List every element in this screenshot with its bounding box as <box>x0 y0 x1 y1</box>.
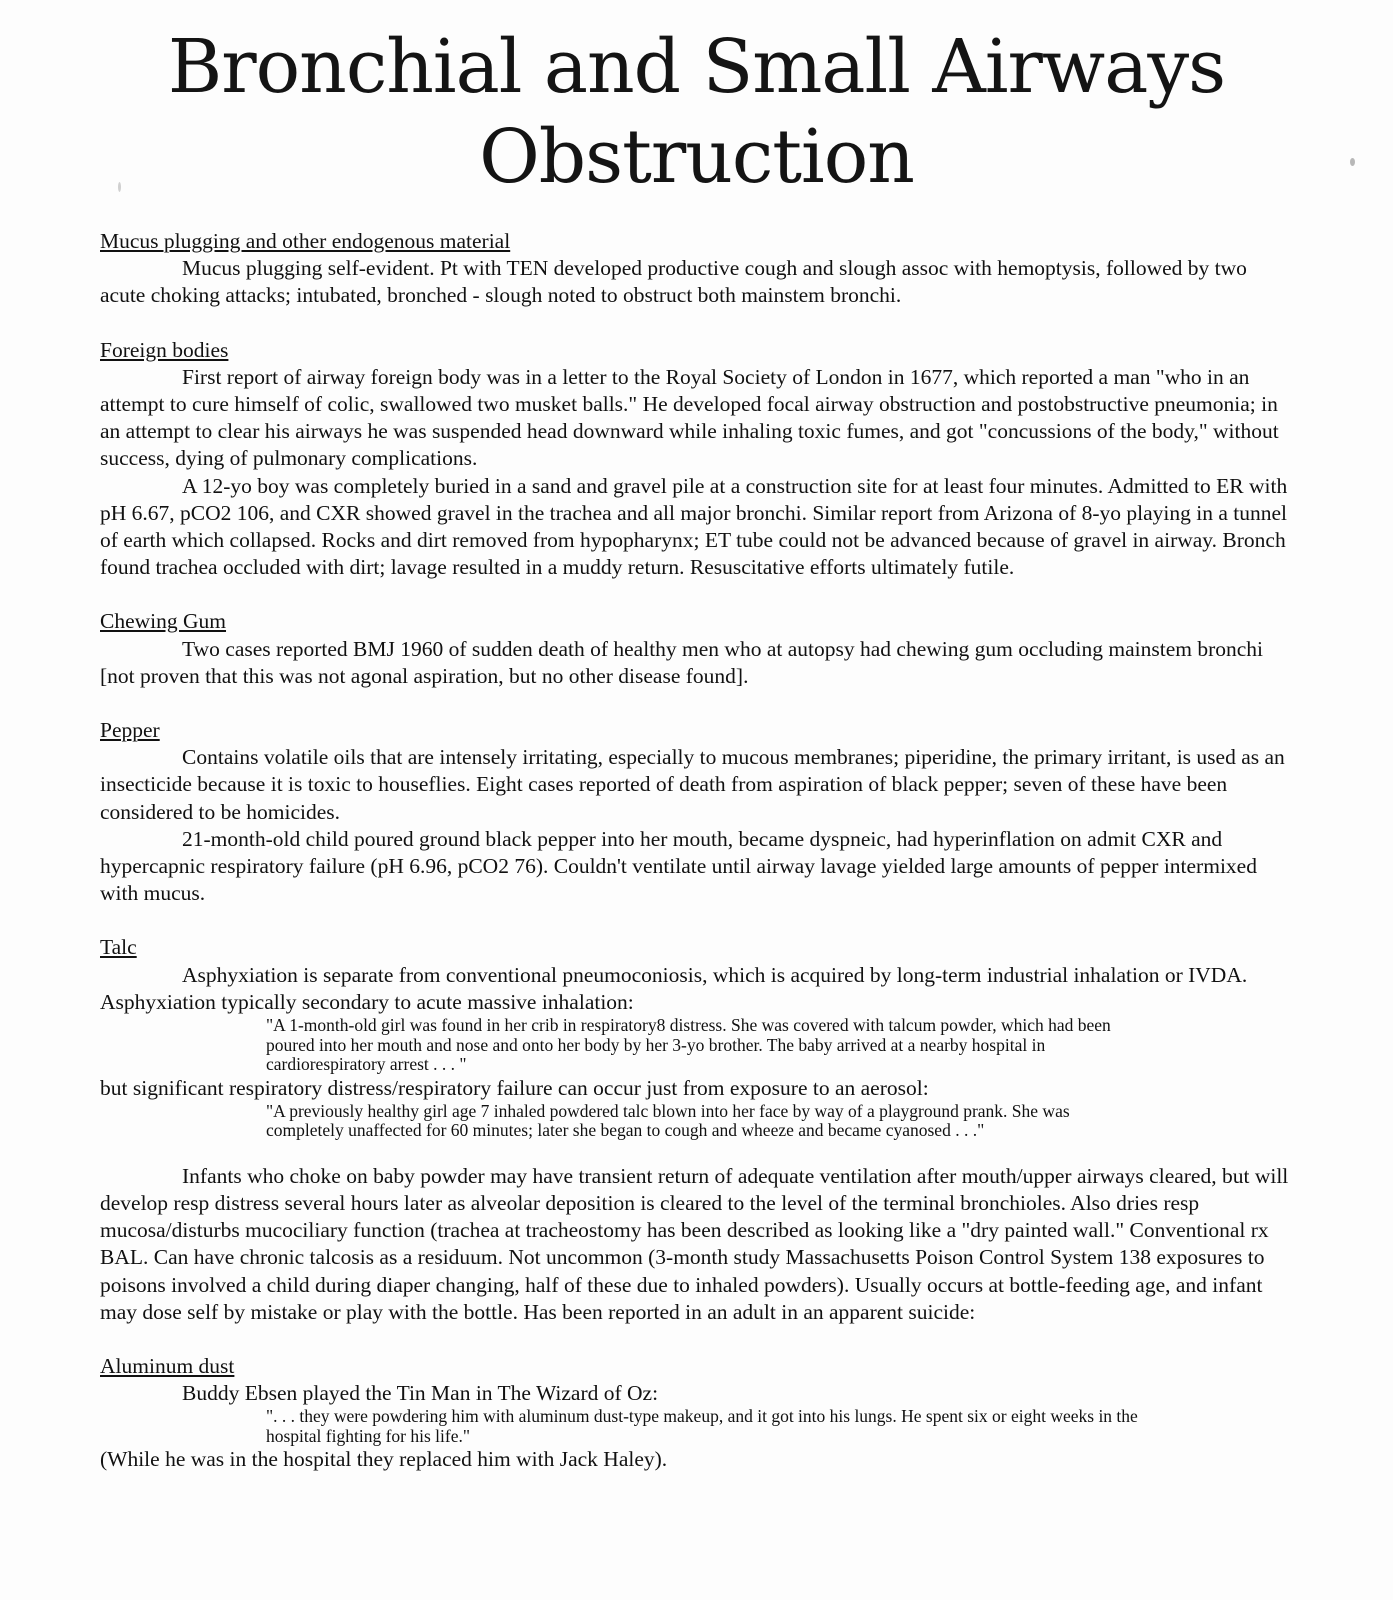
section-heading: Chewing Gum <box>100 609 227 634</box>
scan-speck <box>1350 158 1355 166</box>
block-quote: "A previously healthy girl age 7 inhaled powdered talc blown into her face by way of a playground prank. She was completely unaffected for 60 minutes; later she began to cough and wheeze and became cyanosed . . ." <box>266 1100 1070 1141</box>
scan-speck <box>118 182 121 192</box>
paragraph: First report of airway foreign body was in a letter to the Royal Society of London in 1677, which reported a man "who in an attempt to cure himself of colic, swallowed two musket balls." He developed focal airway obstruction and postobstructive pneumonia; in an attempt to clear his airways he was suspended head downward while inhaling toxic fumes, and got "concussions of the body," without success, dying of pulmonary complications. <box>100 364 1279 471</box>
page-title <box>0 22 1393 202</box>
section-mucus <box>100 228 1295 310</box>
section-foreign-bodies <box>100 337 1295 582</box>
paragraph: Contains volatile oils that are intensely irritating, especially to mucous membranes; piperidine, the primary irritant, is used as an insecticide because it is toxic to houseflies. Eight cases reported of death from aspiration of black pepper; seven of these have been considered to be homicides. <box>100 745 1285 824</box>
paragraph: (While he was in the hospital they replaced him with Jack Haley). <box>100 1447 668 1472</box>
section-pepper <box>100 717 1295 907</box>
paragraph: Two cases reported BMJ 1960 of sudden death of healthy men who at autopsy had chewing gum occluding mainstem bronchi [not proven that this was not agonal aspiration, but no other disease found]. <box>100 636 1264 688</box>
section-talc <box>100 934 1295 1326</box>
paragraph: 21-month-old child poured ground black pepper into her mouth, became dyspneic, had hyperinflation on admit CXR and hypercapnic respiratory failure (pH 6.96, pCO2 76). Couldn't ventilate until airway lavage yielded large amounts of pepper intermixed with mucus. <box>100 826 1257 906</box>
section-heading: Talc <box>100 935 137 960</box>
section-aluminum-dust <box>100 1353 1295 1474</box>
paragraph: Asphyxiation is separate from conventional pneumoconiosis, which is acquired by long-term industrial inhalation or IVDA. Asphyxiation typically secondary to acute massive inhalation: <box>100 962 1248 1014</box>
section-heading: Foreign bodies <box>100 337 229 362</box>
paragraph: Mucus plugging self-evident. Pt with TEN developed productive cough and slough assoc with hemoptysis, followed by two acute choking attacks; intubated, bronched - slough noted to obstruct both mainstem bronchi. <box>100 256 1247 308</box>
section-heading: Pepper <box>100 718 160 743</box>
block-quote: "A 1-month-old girl was found in her crib in respiratory8 distress. She was covered with talcum powder, which had been poured into her mouth and nose and onto her body by her 3-yo brother. The baby arrived at a nearby hospital in cardiorespiratory arrest . . . " <box>266 1015 1111 1075</box>
section-heading: Mucus plugging and other endogenous material <box>100 229 511 253</box>
paragraph: Buddy Ebsen played the Tin Man in The Wizard of Oz: <box>182 1381 659 1406</box>
section-chewing-gum <box>100 608 1295 690</box>
page-title-line-2: Obstruction <box>479 114 914 200</box>
paragraph: A 12-yo boy was completely buried in a sand and gravel pile at a construction site for at least four minutes. Admitted to ER with pH 6.67, pCO2 106, and CXR showed gravel in the trachea and all major bronchi. Similar report from Arizona of 8-yo playing in a tunnel of earth which collapsed. Rocks and dirt removed from hypopharynx; ET tube could not be advanced because of gravel in airway. Bronch found trachea occluded with dirt; lavage resulted in a muddy return. Resuscitative efforts ultimately futile. <box>100 473 1288 580</box>
page-title-line-1: Bronchial and Small Airways <box>167 24 1226 110</box>
paragraph: but significant respiratory distress/respiratory failure can occur just from exposure to an aerosol: <box>100 1075 929 1100</box>
paragraph: Infants who choke on baby powder may have transient return of adequate ventilation after mouth/upper airways cleared, but will develop resp distress several hours later as alveolar deposition is cleared to the level of the terminal bronchioles. Also dries resp mucosa/disturbs mucociliary function (trachea at tracheostomy has been described as looking like a "dry painted wall." Conventional rx BAL. Can have chronic talcosis as a residuum. Not uncommon (3-month study Massachusetts Poison Control System 138 exposures to poisons involved a child during diaper changing, half of these due to inhaled powders). Usually occurs at bottle-feeding age, and infant may dose self by mistake or play with the bottle. Has been reported in an adult in an apparent suicide: <box>100 1163 1289 1324</box>
document-body <box>100 228 1295 1474</box>
block-quote: ". . . they were powdering him with aluminum dust-type makeup, and it got into his lungs. He spent six or eight weeks in the hospital fighting for his life." <box>266 1406 1138 1446</box>
section-heading: Aluminum dust <box>100 1354 235 1378</box>
